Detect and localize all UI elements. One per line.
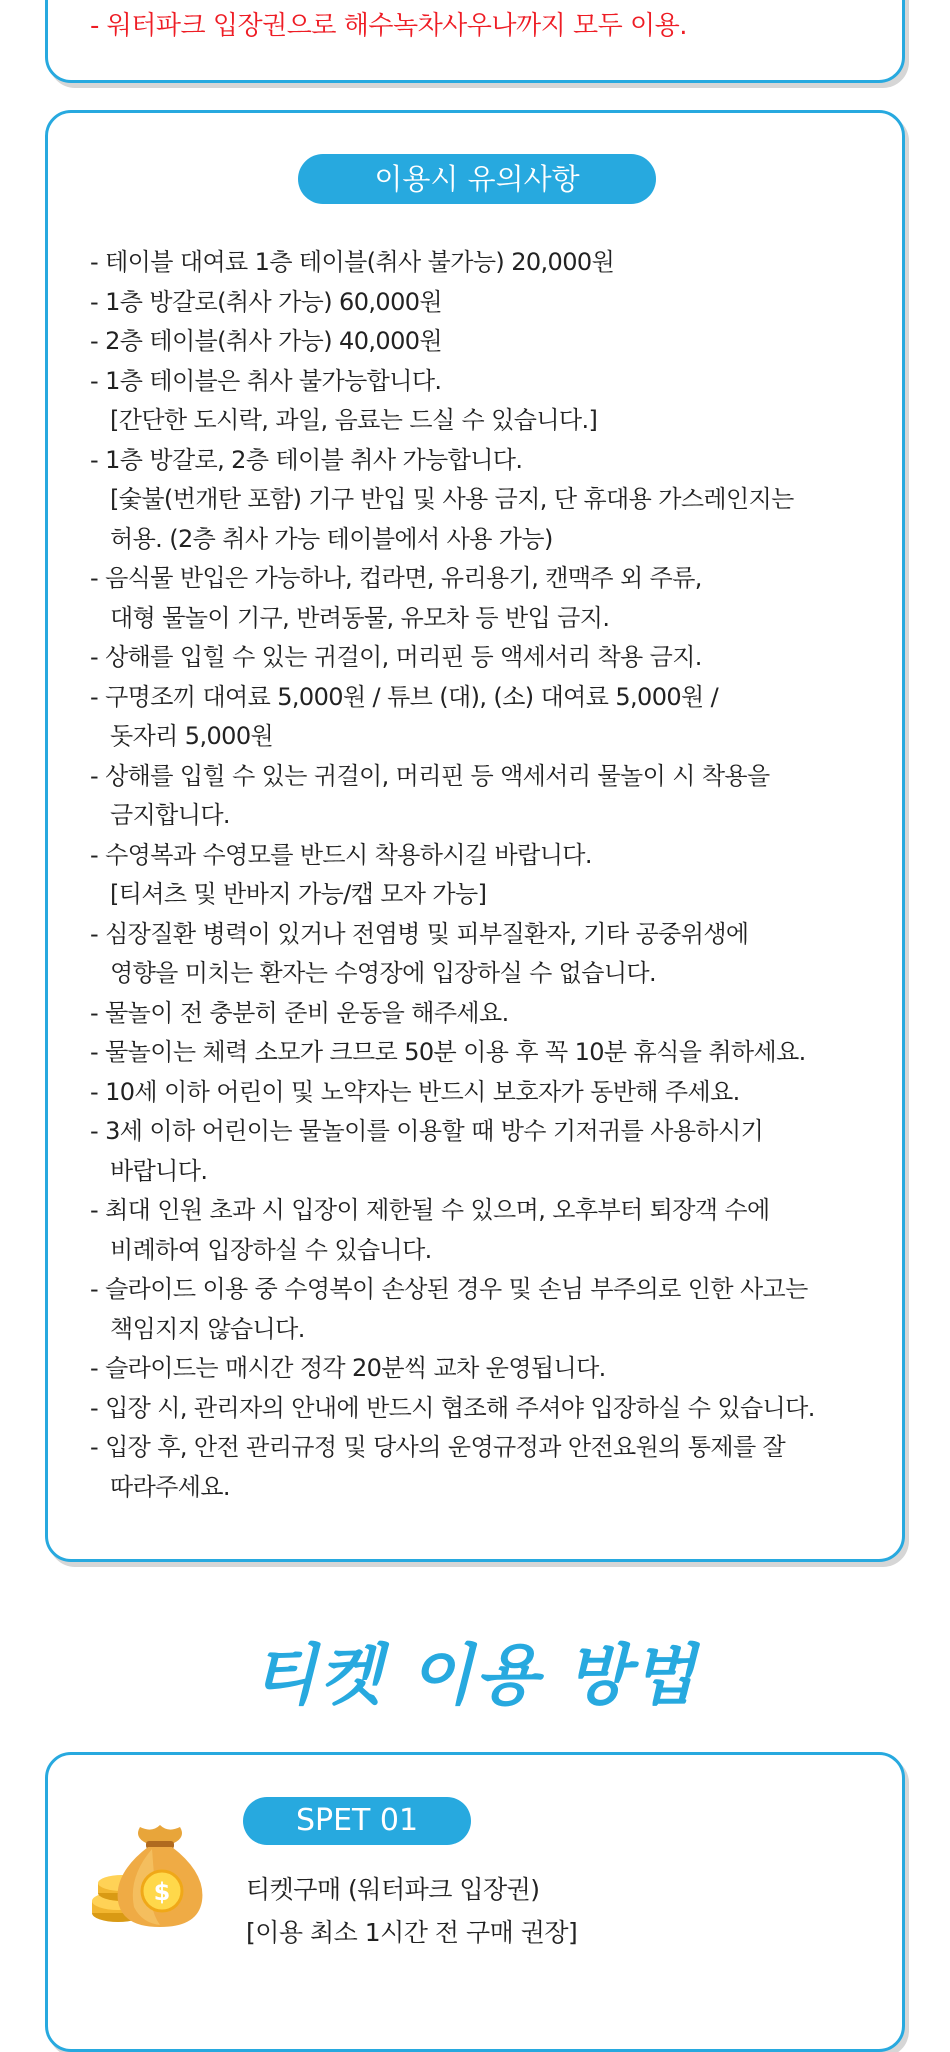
notice-item — [90, 362, 890, 441]
notice-item — [90, 1073, 890, 1113]
notice-item — [90, 994, 890, 1034]
notice-item — [90, 678, 890, 757]
waterpark-sauna-note: - 워터파크 입장권으로 해수녹차사우나까지 모두 이용. — [90, 11, 688, 41]
notice-item — [90, 1270, 890, 1349]
notice-item-continuation: 영향을 미치는 환자는 수영장에 입장하실 수 없습니다. — [110, 959, 657, 987]
notice-item-text: - 10세 이하 어린이 및 노약자는 반드시 보호자가 동반해 주세요. — [90, 1077, 740, 1106]
notice-item — [90, 1349, 890, 1389]
notice-item-text: - 1층 방갈로, 2층 테이블 취사 가능합니다. — [90, 445, 523, 474]
notice-list — [90, 243, 890, 1507]
notice-item-text: - 음식물 반입은 가능하나, 컵라면, 유리용기, 캔맥주 외 주류, — [90, 564, 702, 592]
notice-card — [45, 110, 905, 1562]
notice-item-continuation: 금지합니다. — [110, 801, 230, 829]
section-title: 티켓 이용 방법 — [252, 1637, 698, 1714]
notice-item — [90, 322, 890, 362]
notice-item-continuation: 돗자리 5,000원 — [110, 722, 274, 750]
notice-item-text: - 입장 후, 안전 관리규정 및 당사의 운영규정과 안전요원의 통제를 잘 — [90, 1433, 786, 1461]
notice-item-continuation: [간단한 도시락, 과일, 음료는 드실 수 있습니다.] — [110, 406, 598, 434]
notice-item-text: - 구명조끼 대여료 5,000원 / 튜브 (대), (소) 대여료 5,000원 / — [90, 682, 719, 711]
notice-item — [90, 1389, 890, 1429]
notice-item-text: - 상해를 입힐 수 있는 귀걸이, 머리핀 등 액세서리 착용 금지. — [90, 643, 702, 671]
money-bag-icon — [88, 1815, 218, 1935]
notice-item — [90, 1112, 890, 1191]
notice-item — [90, 757, 890, 836]
notice-item-text: - 최대 인원 초과 시 입장이 제한될 수 있으며, 오후부터 퇴장객 수에 — [90, 1196, 770, 1224]
notice-item-text: - 상해를 입힐 수 있는 귀걸이, 머리핀 등 액세서리 물놀이 시 착용을 — [90, 761, 770, 790]
notice-item-continuation: 따라주세요. — [110, 1472, 230, 1501]
notice-item — [90, 1191, 890, 1270]
notice-item-continuation: [티셔츠 및 반바지 가능/캡 모자 가능] — [110, 880, 487, 908]
notice-item-text: - 3세 이하 어린이는 물놀이를 이용할 때 방수 기저귀를 사용하시기 — [90, 1117, 764, 1145]
notice-item — [90, 559, 890, 638]
notice-item — [90, 1428, 890, 1507]
svg-text:$: $ — [153, 1878, 171, 1906]
notice-item-text: - 물놀이는 체력 소모가 크므로 50분 이용 후 꼭 10분 휴식을 취하세요. — [90, 1038, 806, 1066]
notice-item — [90, 283, 890, 323]
notice-item-text: - 2층 테이블(취사 가능) 40,000원 — [90, 327, 443, 355]
notice-item-text: - 1층 방갈로(취사 가능) 60,000원 — [90, 287, 443, 316]
notice-item-text: - 수영복과 수영모를 반드시 착용하시길 바랍니다. — [90, 840, 592, 869]
notice-item-text: - 테이블 대여료 1층 테이블(취사 불가능) 20,000원 — [90, 248, 615, 276]
step-label-pill: SPET 01 — [243, 1797, 471, 1845]
notice-item-text: - 심장질환 병력이 있거나 전염병 및 피부질환자, 기타 공중위생에 — [90, 919, 749, 948]
notice-item — [90, 836, 890, 915]
notice-item-text: - 물놀이 전 충분히 준비 운동을 해주세요. — [90, 998, 509, 1027]
step-recommendation: [이용 최소 1시간 전 구매 권장] — [246, 1918, 578, 1947]
step-description: 티켓구매 (워터파크 입장권) — [246, 1875, 540, 1904]
notice-item-text: - 입장 시, 관리자의 안내에 반드시 협조해 주셔야 입장하실 수 있습니다. — [90, 1393, 815, 1422]
notice-title-pill: 이용시 유의사항 — [298, 154, 656, 204]
notice-item — [90, 1033, 890, 1073]
notice-item-continuation: [숯불(번개탄 포함) 기구 반입 및 사용 금지, 단 휴대용 가스레인지는 — [110, 485, 794, 513]
notice-item-text: - 슬라이드는 매시간 정각 20분씩 교차 운영됩니다. — [90, 1354, 606, 1382]
notice-item-continuation: 대형 물놀이 기구, 반려동물, 유모차 등 반입 금지. — [110, 603, 610, 632]
notice-item-continuation: 허용. (2층 취사 가능 테이블에서 사용 가능) — [110, 524, 553, 553]
notice-item — [90, 243, 890, 283]
info-card-top — [45, 0, 905, 83]
notice-item-text: - 슬라이드 이용 중 수영복이 손상된 경우 및 손님 부주의로 인한 사고는 — [90, 1275, 808, 1303]
notice-item-continuation: 책임지지 않습니다. — [110, 1314, 305, 1343]
notice-item — [90, 915, 890, 994]
step-card — [45, 1752, 905, 2052]
notice-item-text: - 1층 테이블은 취사 불가능합니다. — [90, 366, 442, 395]
notice-item-continuation: 비례하여 입장하실 수 있습니다. — [110, 1235, 432, 1264]
notice-item-continuation: 바랍니다. — [110, 1156, 208, 1185]
notice-item — [90, 638, 890, 678]
notice-item — [90, 441, 890, 560]
